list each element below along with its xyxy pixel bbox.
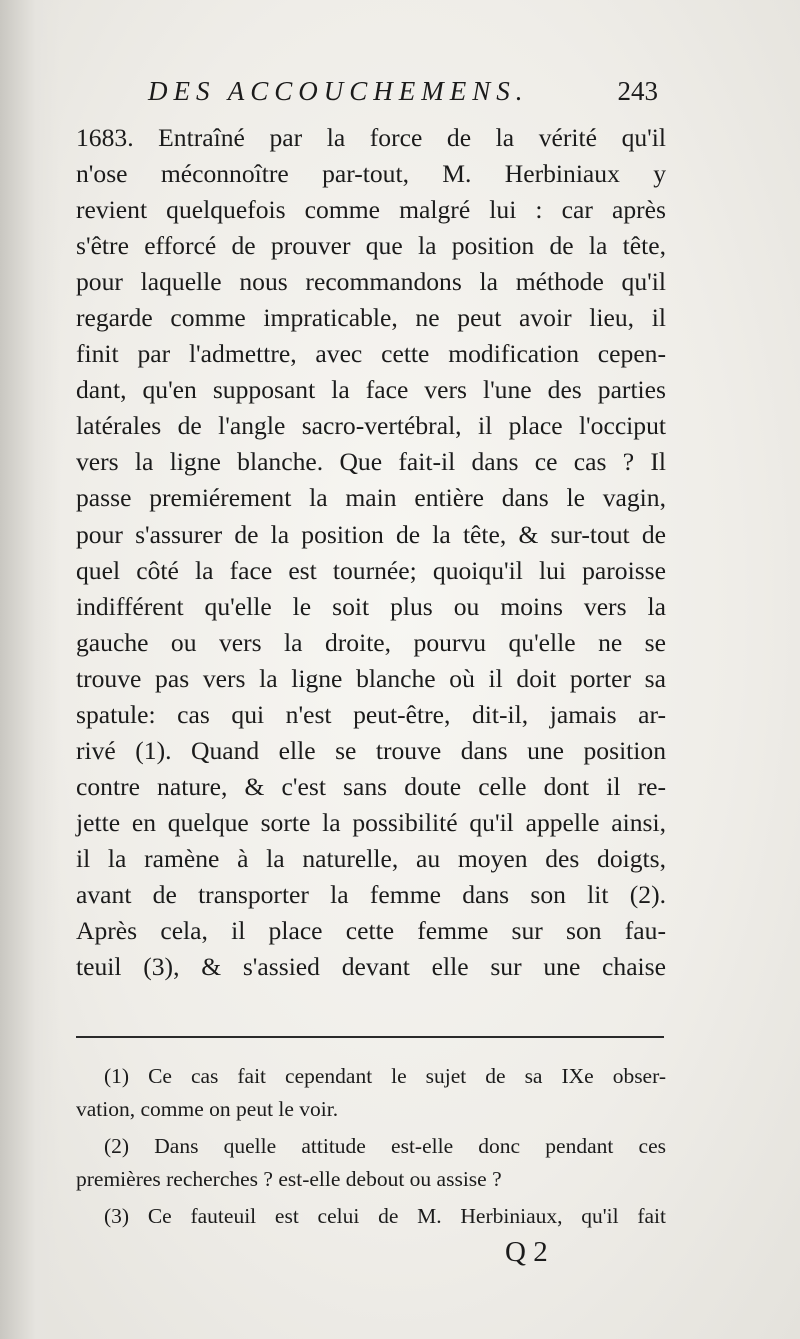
footnote-2-line: (2) Dans quelle attitude est-elle donc pendant ces bbox=[104, 1134, 666, 1158]
footnote-1-line: (1) Ce cas fait cependant le sujet de sa IXe obser- bbox=[104, 1064, 666, 1088]
signature-mark: Q 2 bbox=[505, 1236, 548, 1268]
text-line: rivé (1). Quand elle se trouve dans une position bbox=[76, 735, 666, 765]
text-line: passe premiérement la main entière dans le vagin, bbox=[76, 483, 666, 513]
footnote-3-line: (3) Ce fauteuil est celui de M. Herbiniaux, qu'il fait bbox=[104, 1204, 666, 1228]
text-line: il la ramène à la naturelle, au moyen des doigts, bbox=[76, 843, 666, 873]
text-line: indifférent qu'elle le soit plus ou moins vers la bbox=[76, 591, 666, 621]
text-line: pour laquelle nous recommandons la méthode qu'il bbox=[76, 267, 666, 297]
text-line: avant de transporter la femme dans son lit (2). bbox=[76, 879, 666, 909]
text-line: 1683. Entraîné par la force de la vérité qu'il bbox=[76, 123, 666, 152]
text-line: jette en quelque sorte la possibilité qu'il appelle ainsi, bbox=[76, 807, 666, 837]
text-line: n'ose méconnoître par-tout, M. Herbiniaux y bbox=[76, 159, 666, 189]
text-line: gauche ou vers la droite, pourvu qu'elle ne se bbox=[76, 627, 666, 657]
footnote-2-line: premières recherches ? est-elle debout ou assise ? bbox=[76, 1167, 502, 1191]
text-line: trouve pas vers la ligne blanche où il doit porter sa bbox=[76, 663, 666, 693]
text-line: spatule: cas qui n'est peut-être, dit-il, jamais ar- bbox=[76, 699, 666, 729]
footnotes bbox=[76, 1060, 666, 1233]
text-line: regarde comme impraticable, ne peut avoir lieu, il bbox=[76, 303, 666, 333]
text-line: s'être efforcé de prouver que la position de la tête, bbox=[76, 231, 666, 261]
text-line: pour s'assurer de la position de la tête, & sur-tout de bbox=[76, 519, 666, 549]
footnote-1-line: vation, comme on peut le voir. bbox=[76, 1097, 339, 1121]
text-line: Après cela, il place cette femme sur son fau- bbox=[76, 916, 666, 946]
text-line: vers la ligne blanche. Que fait-il dans ce cas ? Il bbox=[76, 447, 666, 477]
text-line: dant, qu'en supposant la face vers l'une des parties bbox=[76, 375, 666, 405]
page-number: 243 bbox=[617, 76, 658, 106]
text-line: finit par l'admettre, avec cette modification cepen- bbox=[76, 339, 666, 369]
running-title: DES ACCOUCHEMENS. bbox=[148, 76, 529, 106]
text-line: teuil (3), & s'assied devant elle sur une chaise bbox=[76, 952, 666, 982]
text-line: revient quelquefois comme malgré lui : car après bbox=[76, 195, 666, 225]
text-line: quel côté la face est tournée; quoiqu'il lui paroisse bbox=[76, 555, 666, 585]
text-line: latérales de l'angle sacro-vertébral, il place l'occiput bbox=[76, 411, 666, 441]
running-head bbox=[148, 76, 658, 116]
gutter-shadow bbox=[0, 0, 60, 1339]
text-line: contre nature, & c'est sans doute celle dont il re- bbox=[76, 771, 666, 801]
body-text bbox=[76, 120, 666, 985]
footnote-divider bbox=[76, 1036, 664, 1038]
